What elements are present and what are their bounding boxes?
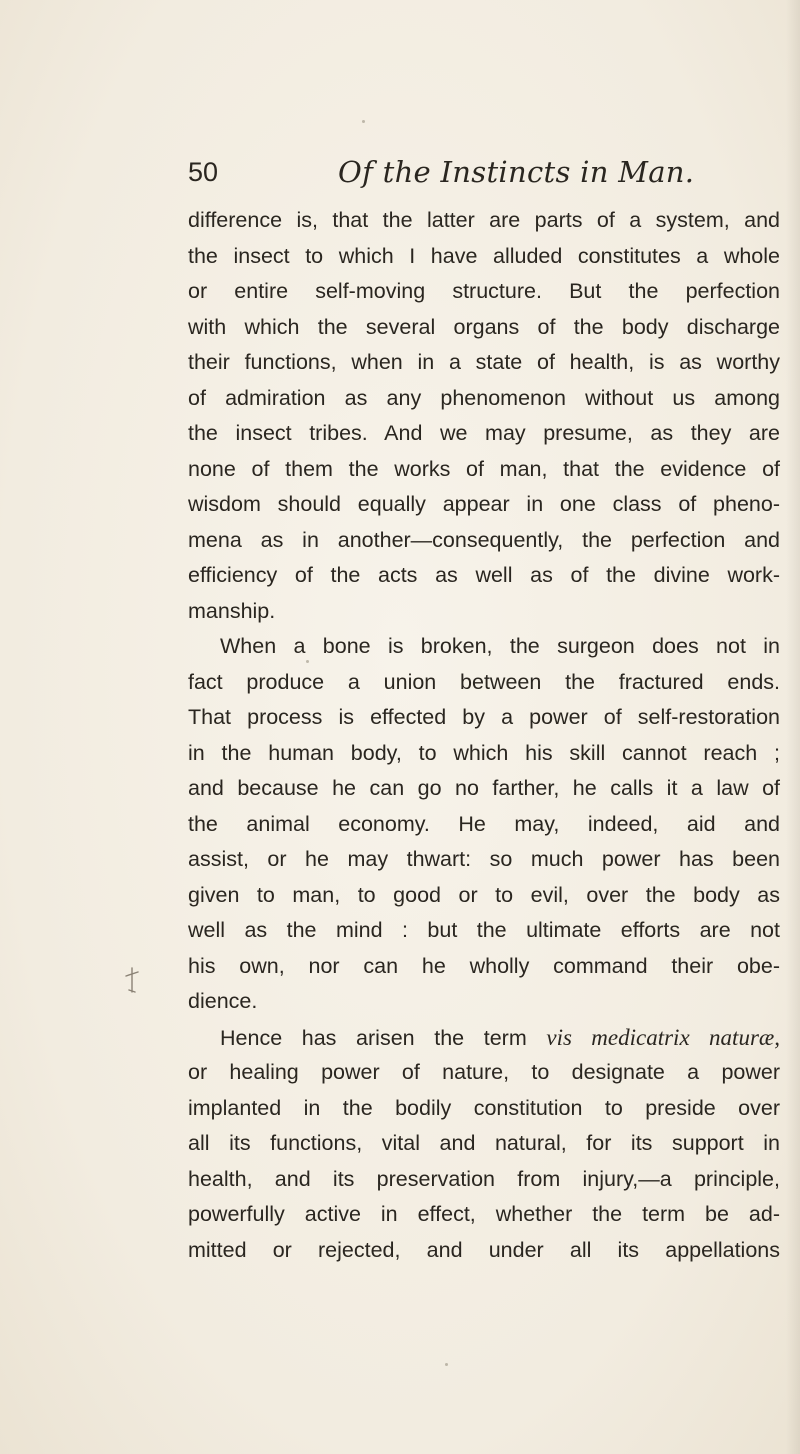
text-line: with which the several organs of the body discharge [188, 314, 780, 339]
text-line: powerfully active in effect, whether the term be ad- [188, 1202, 780, 1226]
paragraph [188, 629, 780, 1020]
latin-term: vis medicatrix naturæ, [546, 1024, 780, 1050]
paper-speck [362, 120, 365, 123]
text-line: the animal economy. He may, indeed, aid and [188, 811, 780, 836]
text-line: or entire self-moving structure. But the perfection [188, 279, 780, 303]
body-text [188, 203, 780, 1268]
text-line: none of them the works of man, that the evidence of [188, 456, 780, 481]
text-line: well as the mind : but the ultimate efforts are not [188, 918, 780, 942]
text-line: all its functions, vital and natural, for its support in [188, 1131, 780, 1155]
text-line: efficiency of the acts as well as of the divine work- [188, 563, 780, 587]
text-line: wisdom should equally appear in one class of pheno- [188, 492, 780, 516]
text-line: the insect to which I have alluded constitutes a whole [188, 243, 780, 268]
page-edge-shadow [786, 0, 800, 1454]
text-line: mena as in another—consequently, the perfection and [188, 527, 780, 552]
page-header [188, 152, 778, 192]
margin-pencil-mark [118, 962, 146, 996]
text-line: manship. [188, 598, 276, 623]
text-line: his own, nor can he wholly command their obe- [188, 953, 780, 978]
text-line: That process is effected by a power of self-restoration [188, 705, 780, 729]
text-line: assist, or he may thwart: so much power has been [188, 847, 780, 871]
running-title: Of the Instincts in Man. [338, 155, 695, 189]
paper-speck [445, 1363, 448, 1366]
text-line: and because he can go no farther, he calls it a law of [188, 776, 780, 800]
text-line: fact produce a union between the fractured ends. [188, 669, 780, 694]
text-run: Hence has arisen the term [220, 1025, 547, 1050]
text-line: implanted in the bodily constitution to preside over [188, 1095, 780, 1120]
text-line: dience. [188, 989, 258, 1013]
text-line: the insect tribes. And we may presume, as they are [188, 421, 780, 445]
paragraph [188, 1020, 780, 1269]
paragraph [188, 203, 780, 629]
text-line: in the human body, to which his skill cannot reach ; [188, 740, 780, 765]
paper-speck [306, 660, 309, 663]
text-line: health, and its preservation from injury,—a principle, [188, 1166, 780, 1191]
text-line: or healing power of nature, to designate a power [188, 1060, 780, 1084]
text-line: When a bone is broken, the surgeon does not in [220, 634, 780, 658]
text-line: difference is, that the latter are parts of a system, and [188, 208, 780, 232]
page-number: 50 [188, 157, 219, 187]
text-line: of admiration as any phenomenon without us among [188, 385, 780, 410]
text-line: their functions, when in a state of health, is as worthy [188, 350, 780, 374]
text-line: given to man, to good or to evil, over the body as [188, 882, 780, 907]
text-line: mitted or rejected, and under all its appellations [188, 1237, 780, 1262]
text-line [188, 1020, 780, 1056]
